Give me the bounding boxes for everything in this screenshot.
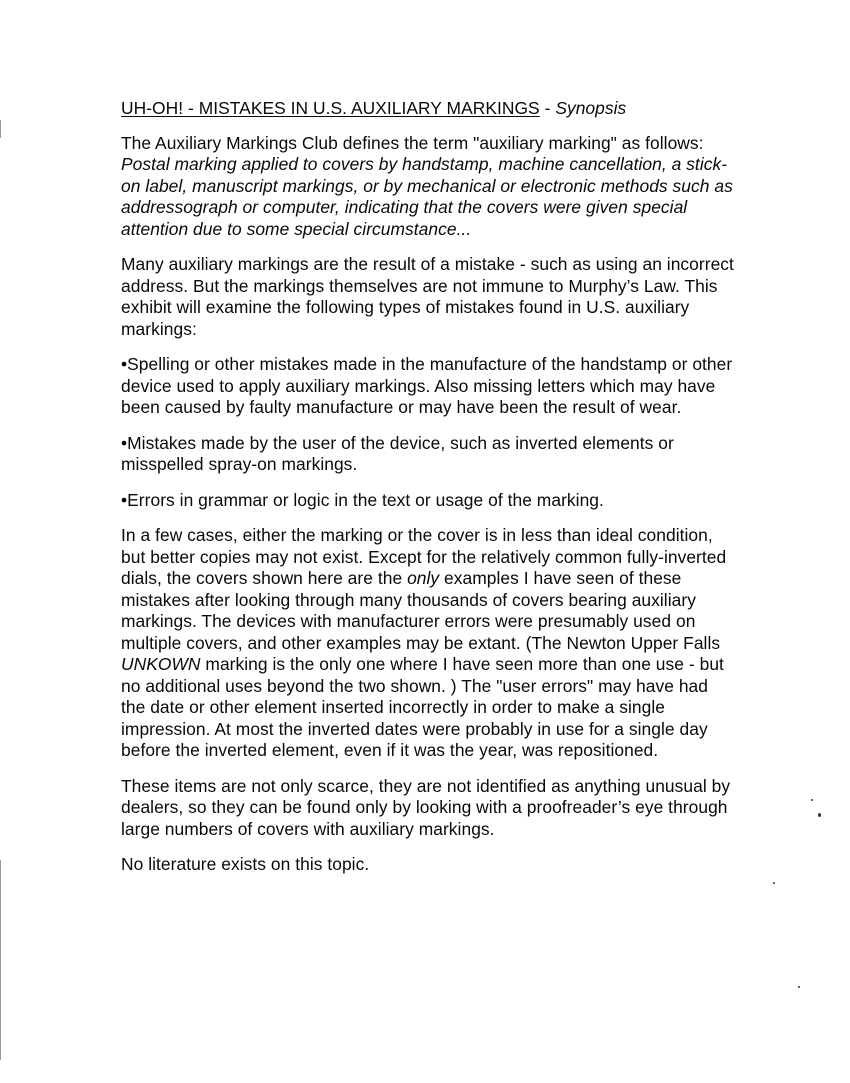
condition-part1: In a few cases, either the marking or the cover is in less than ideal condition, but better copies may not exist. Except for the relatively common fully-inverted dials, the covers shown here are the [121, 525, 727, 588]
paragraph-condition [121, 525, 736, 762]
scan-speck [773, 882, 775, 884]
condition-unkown: UNKOWN [121, 654, 201, 674]
definition-quote: Postal marking applied to covers by handstamp, machine cancellation, a stick-on label, manuscript markings, or by mechanical or electronic methods such as addressograph or computer, indicating that the covers were given special attention due to some special circumstance... [121, 154, 733, 239]
paragraph-definition [121, 133, 736, 241]
title-main: UH-OH! - MISTAKES IN U.S. AUXILIARY MARKINGS [121, 98, 540, 118]
bullet-user-mistakes: •Mistakes made by the user of the device, such as inverted elements or misspelled spray-on markings. [121, 432, 674, 474]
document-title [121, 98, 736, 120]
bullet-grammar-errors: •Errors in grammar or logic in the text or usage of the marking. [121, 489, 604, 510]
scan-speck [811, 799, 813, 801]
condition-only: only [407, 568, 440, 588]
condition-part2: examples I have seen of these mistakes after looking through many thousands of covers bearing auxiliary markings. The devices with manufacturer errors were presumably used on multiple covers, and other examples may be extant. (The Newton Upper Falls [121, 568, 721, 653]
bullet-manufacture-mistakes: •Spelling or other mistakes made in the manufacture of the handstamp or other device used to apply auxiliary markings. Also missing letters which may have been caused by faulty manufacture or may have been the result of wear. [121, 354, 733, 417]
document-body [121, 98, 736, 890]
scan-edge-mark-upper [0, 120, 1, 138]
definition-intro: The Auxiliary Markings Club defines the term "auxiliary marking" as follows: [121, 132, 704, 153]
paragraph-scarcity: These items are not only scarce, they are not identified as anything unusual by dealers, so they can be found only by looking with a proofreader’s eye through large numbers of covers with auxiliary markings. [121, 775, 731, 839]
condition-part3: marking is the only one where I have seen more than one use - but no additional uses beyond the two shown. ) The "user errors" may have had the date or other element inserted incorrectly in order to make a single impression. At most the inverted dates were probably in use for a single day before the inverted element, even if it was the year, was repositioned. [121, 654, 724, 760]
title-separator: - [539, 98, 556, 118]
paragraph-literature: No literature exists on this topic. [121, 854, 370, 874]
paragraph-murphys-law: Many auxiliary markings are the result of a mistake - such as using an incorrect address. But the markings themselves are not immune to Murphy’s Law. This exhibit will examine the following types of mistakes found in U.S. auxiliary markings: [121, 254, 734, 339]
scan-edge-mark-lower [0, 860, 1, 1060]
scan-speck [818, 813, 821, 817]
scan-speck [798, 986, 800, 988]
title-subtitle: Synopsis [555, 98, 627, 118]
